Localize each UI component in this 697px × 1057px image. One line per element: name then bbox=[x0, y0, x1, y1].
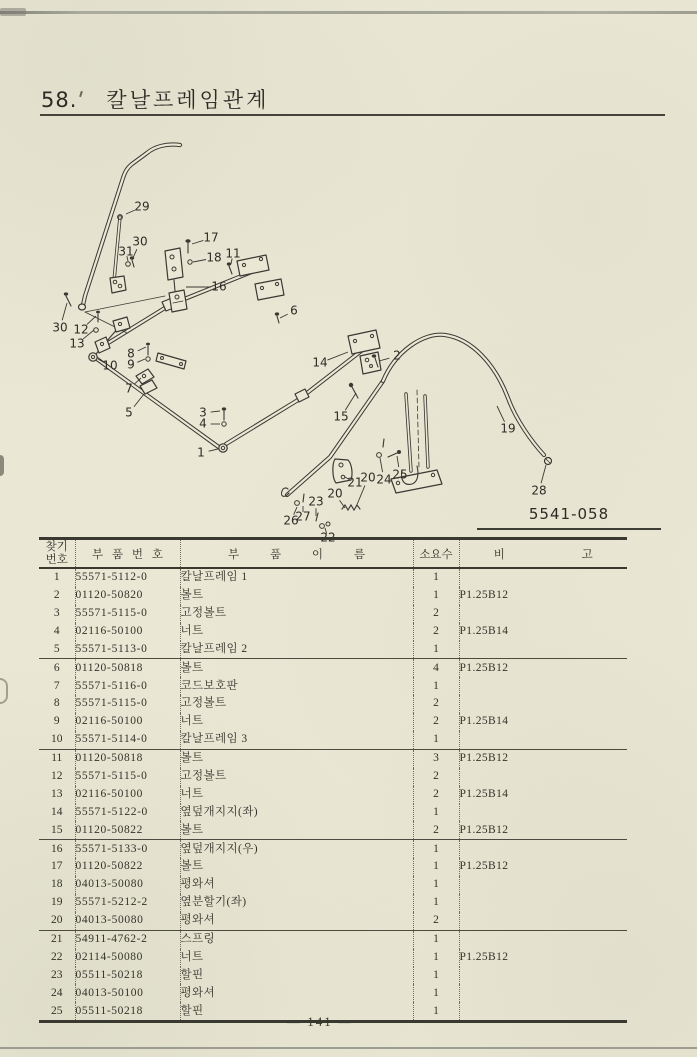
cell-qty: 2 bbox=[413, 768, 459, 786]
callout-number-3: 3 bbox=[199, 405, 207, 420]
cell-remark bbox=[459, 695, 627, 713]
scan-artifact-bottom-edge bbox=[0, 1047, 697, 1049]
cell-part-name: 평와셔 bbox=[180, 984, 413, 1002]
callout-leader-line-19 bbox=[497, 406, 505, 422]
cell-part-name: 평와셔 bbox=[180, 912, 413, 930]
cell-part-no: 55571-5112-0 bbox=[75, 568, 180, 587]
cell-part-no: 55571-5133-0 bbox=[75, 840, 180, 858]
cell-part-no: 02116-50100 bbox=[75, 786, 180, 804]
callout-number-27: 27 bbox=[295, 509, 311, 524]
cell-find-no: 1 bbox=[53, 571, 60, 584]
cell-find-no: 17 bbox=[51, 860, 63, 873]
cell-remark bbox=[459, 641, 627, 659]
page-title: 칼날프레임관계 bbox=[106, 88, 270, 112]
cell-remark bbox=[459, 876, 627, 894]
callout-number-20: 20 bbox=[327, 486, 343, 501]
callout-leader-line-20 bbox=[340, 500, 346, 508]
cell-part-name: 고정볼트 bbox=[180, 605, 413, 623]
cell-qty: 2 bbox=[413, 605, 459, 623]
cell-remark bbox=[459, 804, 627, 822]
parts-table bbox=[39, 537, 627, 1023]
callout-leader-line-6 bbox=[280, 314, 288, 318]
cell-qty: 1 bbox=[413, 894, 459, 912]
cell-qty: 1 bbox=[413, 876, 459, 894]
cell-qty: 1 bbox=[413, 949, 459, 967]
scan-artifact-left-edge-1 bbox=[0, 455, 4, 476]
cell-part-name: 코드보호판 bbox=[180, 677, 413, 695]
cell-qty: 1 bbox=[413, 804, 459, 822]
cell-remark: P1.25B14 bbox=[459, 623, 627, 641]
scan-artifact-top-edge bbox=[0, 11, 697, 14]
callout-number-10: 10 bbox=[102, 358, 118, 373]
callout-leader-line-17 bbox=[192, 240, 203, 244]
cell-part-no: 04013-50100 bbox=[75, 984, 180, 1002]
callout-number-12: 12 bbox=[73, 322, 89, 337]
callout-number-19: 19 bbox=[500, 421, 516, 436]
cell-find-no: 16 bbox=[51, 842, 63, 855]
cell-qty: 1 bbox=[413, 587, 459, 605]
cell-part-no: 01120-50818 bbox=[75, 659, 180, 677]
table-row bbox=[39, 768, 627, 786]
callout-number-17: 17 bbox=[203, 230, 219, 245]
table-row bbox=[39, 894, 627, 912]
cell-part-name: 볼트 bbox=[180, 659, 413, 677]
callout-leader-line-5 bbox=[134, 394, 144, 407]
cell-remark bbox=[459, 894, 627, 912]
cell-part-no: 01120-50818 bbox=[75, 749, 180, 767]
callout-leader-line-28 bbox=[541, 465, 546, 483]
callout-leader-line-2 bbox=[379, 358, 389, 361]
cell-find-no: 23 bbox=[51, 968, 63, 981]
col-header-find-no-line2: 번호 bbox=[45, 553, 68, 566]
cell-qty: 1 bbox=[413, 858, 459, 876]
table-row bbox=[39, 858, 627, 876]
cell-part-name: 볼트 bbox=[180, 858, 413, 876]
table-header-row bbox=[39, 539, 627, 569]
cell-part-no: 55571-5115-0 bbox=[75, 695, 180, 713]
cell-find-no: 3 bbox=[53, 606, 60, 619]
table-row bbox=[39, 967, 627, 985]
cell-part-no: 55571-5116-0 bbox=[75, 677, 180, 695]
cell-remark: P1.25B12 bbox=[459, 659, 627, 677]
callout-leader-line-30 bbox=[62, 303, 67, 320]
callout-number-5: 5 bbox=[125, 405, 133, 420]
table-row bbox=[39, 713, 627, 731]
callout-number-15: 15 bbox=[333, 409, 349, 424]
callout-number-31: 31 bbox=[118, 244, 134, 259]
callout-number-20: 20 bbox=[360, 470, 376, 485]
cell-part-no: 55571-5115-0 bbox=[75, 605, 180, 623]
cell-part-name: 옆덮개지지(우) bbox=[180, 840, 413, 858]
cell-part-name: 옆덮개지지(좌) bbox=[180, 804, 413, 822]
cell-part-no: 55571-5115-0 bbox=[75, 768, 180, 786]
cell-part-no: 02114-50080 bbox=[75, 949, 180, 967]
callout-leader-line-14 bbox=[327, 352, 348, 360]
table-row bbox=[39, 949, 627, 967]
col-header-remark: 비 고 bbox=[459, 539, 627, 569]
cell-qty: 1 bbox=[413, 731, 459, 749]
callout-number-13: 13 bbox=[69, 336, 85, 351]
cell-remark: P1.25B12 bbox=[459, 749, 627, 767]
callout-leader-line-24 bbox=[380, 458, 383, 472]
cell-find-no: 10 bbox=[39, 731, 75, 749]
cell-qty: 2 bbox=[413, 713, 459, 731]
cell-part-name: 너트 bbox=[180, 949, 413, 967]
callout-number-11: 11 bbox=[225, 246, 241, 261]
cell-remark: P1.25B12 bbox=[459, 858, 627, 876]
cell-find-no: 19 bbox=[51, 896, 63, 909]
cell-qty: 2 bbox=[413, 786, 459, 804]
table-row bbox=[39, 984, 627, 1002]
callout-number-21: 21 bbox=[347, 475, 363, 490]
section-number: 58. bbox=[41, 88, 78, 112]
table-row bbox=[39, 930, 627, 948]
cell-remark bbox=[459, 677, 627, 695]
cell-find-no: 11 bbox=[51, 752, 63, 765]
cell-find-no: 21 bbox=[51, 933, 63, 945]
cell-find-no: 25 bbox=[51, 1004, 63, 1017]
cell-remark bbox=[459, 731, 627, 749]
cell-part-name: 칼날프레임 2 bbox=[180, 641, 413, 659]
cell-find-no: 13 bbox=[51, 787, 63, 800]
cell-remark bbox=[459, 930, 627, 948]
callout-number-9: 9 bbox=[127, 357, 135, 372]
cell-find-no: 8 bbox=[53, 697, 60, 710]
cell-remark bbox=[459, 605, 627, 623]
cell-remark bbox=[459, 912, 627, 930]
callout-leader-line-1 bbox=[209, 449, 218, 451]
cell-find-no: 4 bbox=[53, 624, 60, 637]
table-row bbox=[39, 786, 627, 804]
cell-find-no: 15 bbox=[39, 821, 75, 839]
cell-part-name: 너트 bbox=[180, 713, 413, 731]
col-header-find-no bbox=[39, 539, 75, 569]
callout-leader-line-9 bbox=[137, 359, 145, 362]
cell-part-no: 55571-5122-0 bbox=[75, 804, 180, 822]
cell-find-no: 2 bbox=[53, 589, 60, 602]
cell-part-no: 55571-5212-2 bbox=[75, 894, 180, 912]
cell-remark bbox=[459, 840, 627, 858]
cell-part-no: 01120-50820 bbox=[75, 587, 180, 605]
cell-part-name: 볼트 bbox=[180, 821, 413, 839]
callout-number-14: 14 bbox=[312, 355, 328, 370]
cell-part-name: 너트 bbox=[180, 786, 413, 804]
table-row bbox=[39, 659, 627, 677]
cell-part-name: 볼트 bbox=[180, 587, 413, 605]
scan-artifact-left-edge-2 bbox=[0, 678, 8, 704]
col-header-part-name: 부 품 이 름 bbox=[180, 539, 413, 569]
cell-qty: 3 bbox=[413, 749, 459, 767]
cell-part-name: 칼날프레임 3 bbox=[180, 731, 413, 749]
cell-remark bbox=[459, 967, 627, 985]
cell-remark: P1.25B12 bbox=[459, 821, 627, 839]
table-row bbox=[39, 749, 627, 767]
cell-part-name: 칼날프레임 1 bbox=[180, 568, 413, 587]
table-row bbox=[39, 731, 627, 749]
figure-code: 5541-058 bbox=[528, 505, 610, 523]
cell-part-no: 04013-50080 bbox=[75, 876, 180, 894]
cell-part-name: 고정볼트 bbox=[180, 695, 413, 713]
callout-number-29: 29 bbox=[134, 199, 150, 214]
cell-qty: 1 bbox=[413, 930, 459, 948]
callout-number-18: 18 bbox=[206, 250, 222, 265]
callout-number-30: 30 bbox=[52, 320, 68, 335]
cell-find-no: 24 bbox=[51, 986, 63, 999]
cell-remark: P1.25B14 bbox=[459, 786, 627, 804]
callout-number-25: 25 bbox=[392, 467, 408, 482]
callout-number-8: 8 bbox=[127, 346, 135, 361]
cell-part-no: 05511-50218 bbox=[75, 1002, 180, 1021]
cell-find-no: 12 bbox=[51, 769, 63, 782]
table-row bbox=[39, 677, 627, 695]
callout-number-7: 7 bbox=[125, 381, 133, 396]
cell-remark: P1.25B14 bbox=[459, 713, 627, 731]
table-row bbox=[39, 587, 627, 605]
col-header-find-no-line1: 찾기 bbox=[45, 540, 68, 553]
cell-qty: 1 bbox=[413, 641, 459, 659]
cell-find-no: 22 bbox=[51, 950, 63, 963]
table-row bbox=[39, 876, 627, 894]
cell-qty: 2 bbox=[413, 623, 459, 641]
cell-find-no: 18 bbox=[51, 878, 63, 891]
callout-leader-line-25 bbox=[397, 456, 399, 467]
cell-part-name: 할핀 bbox=[180, 1002, 413, 1021]
callout-number-24: 24 bbox=[376, 472, 392, 487]
callout-leader-line-18 bbox=[193, 259, 206, 262]
table-row bbox=[39, 605, 627, 623]
cell-qty: 1 bbox=[413, 840, 459, 858]
callout-leader-line-3 bbox=[211, 411, 220, 412]
cell-part-no: 04013-50080 bbox=[75, 912, 180, 930]
callout-number-1: 1 bbox=[197, 445, 205, 460]
col-header-qty: 소요수 bbox=[413, 539, 459, 569]
callout-leader-line-15 bbox=[345, 393, 356, 410]
callout-leader-line-8 bbox=[138, 347, 146, 351]
cell-qty: 1 bbox=[413, 1002, 459, 1021]
table-row bbox=[39, 623, 627, 641]
scan-artifact-top-corner bbox=[0, 8, 26, 16]
cell-qty: 1 bbox=[413, 568, 459, 587]
col-header-part-no: 부 품 번 호 bbox=[75, 539, 180, 569]
table-row bbox=[39, 641, 627, 659]
callout-number-23: 23 bbox=[308, 494, 324, 509]
cell-remark: P1.25B12 bbox=[459, 949, 627, 967]
cell-part-no: 55571-5114-0 bbox=[75, 731, 180, 749]
cell-part-name: 너트 bbox=[180, 623, 413, 641]
callout-number-6: 6 bbox=[290, 303, 298, 318]
cell-qty: 1 bbox=[413, 984, 459, 1002]
cell-qty: 1 bbox=[413, 967, 459, 985]
callout-number-4: 4 bbox=[199, 416, 207, 431]
cell-qty: 2 bbox=[413, 912, 459, 930]
cell-qty: 2 bbox=[413, 821, 459, 839]
cell-find-no: 9 bbox=[53, 715, 60, 728]
table-row bbox=[39, 804, 627, 822]
cell-part-no: 54911-4762-2 bbox=[75, 930, 180, 948]
table-row bbox=[39, 840, 627, 858]
parts-exploded-diagram bbox=[40, 130, 600, 545]
cell-qty: 1 bbox=[413, 677, 459, 695]
callout-number-30: 30 bbox=[132, 234, 148, 249]
figure-code-underline bbox=[477, 528, 661, 530]
table-row bbox=[39, 568, 627, 587]
cell-part-name: 평와셔 bbox=[180, 876, 413, 894]
cell-find-no: 6 bbox=[53, 661, 60, 674]
cell-part-name: 할핀 bbox=[180, 967, 413, 985]
cell-remark: P1.25B12 bbox=[459, 587, 627, 605]
cell-part-no: 02116-50100 bbox=[75, 623, 180, 641]
callout-number-16: 16 bbox=[211, 279, 227, 294]
cell-part-name: 고정볼트 bbox=[180, 768, 413, 786]
cell-find-no: 20 bbox=[39, 912, 75, 930]
cell-part-name: 스프링 bbox=[180, 930, 413, 948]
page-number: — 141 — bbox=[287, 1014, 353, 1029]
cell-remark bbox=[459, 984, 627, 1002]
callout-number-26: 26 bbox=[283, 513, 299, 528]
cell-find-no: 5 bbox=[39, 641, 75, 659]
table-row bbox=[39, 695, 627, 713]
cell-remark bbox=[459, 768, 627, 786]
cell-part-name: 옆분할기(좌) bbox=[180, 894, 413, 912]
parts-table-container bbox=[39, 537, 627, 1023]
cell-part-no: 55571-5113-0 bbox=[75, 641, 180, 659]
cell-part-name: 볼트 bbox=[180, 749, 413, 767]
cell-part-no: 02116-50100 bbox=[75, 713, 180, 731]
section-header bbox=[41, 84, 269, 114]
cell-find-no: 14 bbox=[51, 805, 63, 818]
cell-remark bbox=[459, 568, 627, 587]
cell-part-no: 01120-50822 bbox=[75, 821, 180, 839]
callout-number-28: 28 bbox=[531, 483, 547, 498]
callout-number-22: 22 bbox=[320, 530, 336, 545]
cell-part-no: 01120-50822 bbox=[75, 858, 180, 876]
table-row bbox=[39, 821, 627, 839]
cell-find-no: 7 bbox=[53, 679, 60, 692]
table-row bbox=[39, 912, 627, 930]
cell-qty: 2 bbox=[413, 695, 459, 713]
cell-qty: 4 bbox=[413, 659, 459, 677]
cell-part-no: 05511-50218 bbox=[75, 967, 180, 985]
callout-number-2: 2 bbox=[393, 348, 401, 363]
scan-speck bbox=[80, 91, 84, 97]
title-underline bbox=[40, 114, 665, 116]
